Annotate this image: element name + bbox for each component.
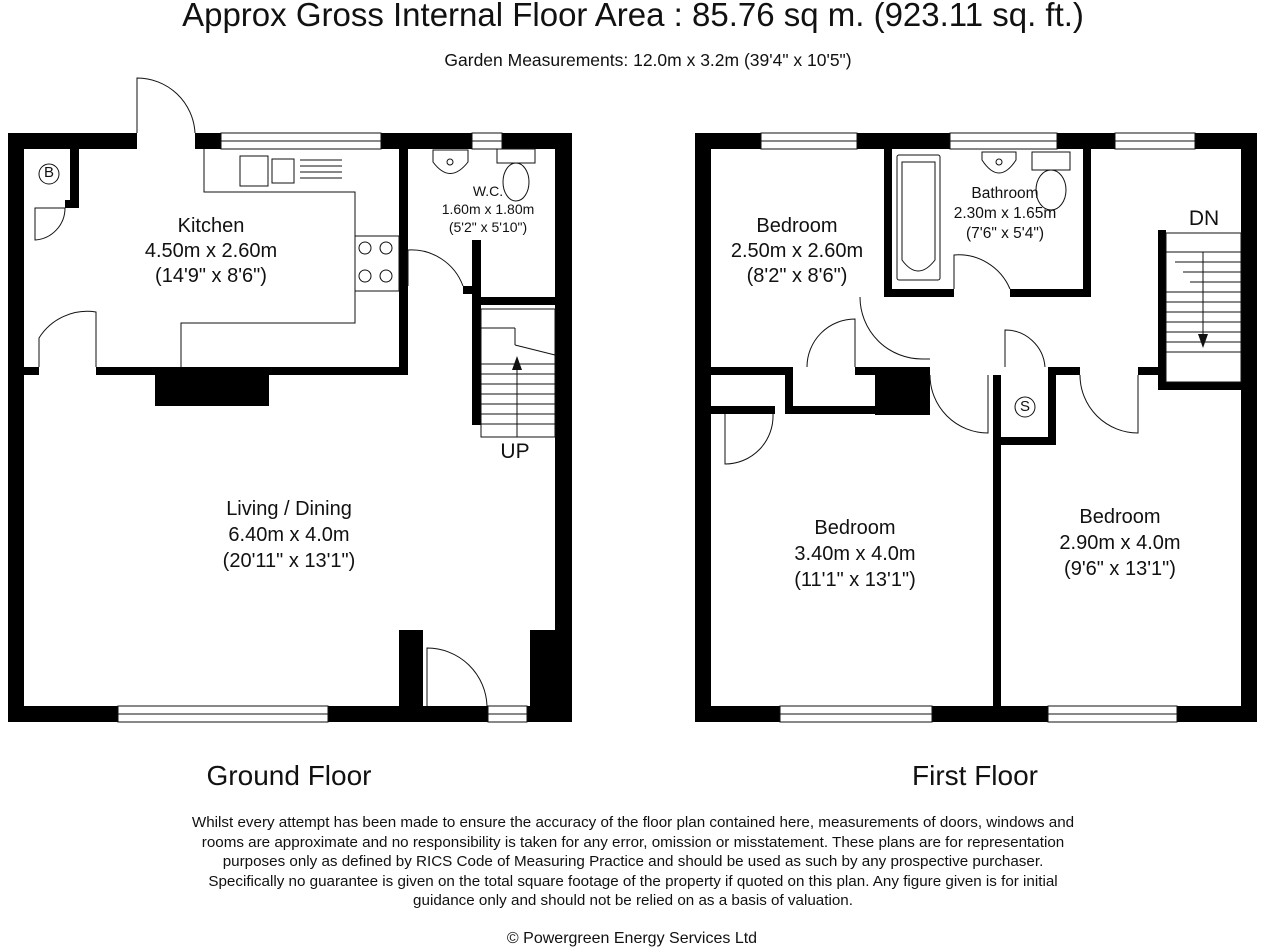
gf-wall-left: [8, 133, 24, 722]
gf-door-boiler: [35, 208, 65, 240]
ff-store-right: [1048, 367, 1056, 445]
ff-bath-wall-bottom-b: [1010, 289, 1091, 297]
ff-bath-wall-right: [1083, 149, 1091, 297]
gf-wall-bottom-a: [8, 706, 118, 722]
disclaimer-line: guidance only and should not be relied on as a basis of valuation.: [413, 892, 853, 909]
gf-wc-wall-b: [472, 297, 555, 305]
storage-label: S: [1019, 398, 1031, 415]
ff-wall-left: [695, 133, 711, 722]
ff-door-store: [1005, 330, 1045, 367]
gf-stairs: [481, 309, 555, 437]
ff-wall-bottom-a: [695, 706, 780, 722]
ff-stair-left: [1158, 230, 1166, 390]
ground-floor-label: Ground Floor: [206, 760, 372, 791]
gf-wall-top-b: [381, 133, 472, 149]
stairs-up-label: UP: [500, 440, 530, 463]
ff-basin: [982, 152, 1016, 173]
disclaimer-line: Whilst every attempt has been made to ensure the accuracy of the floor plan contained here, measurements of doors, windows and: [191, 814, 1075, 831]
gf-kitchen-wall-b: [96, 367, 408, 375]
gf-kitchen-wall-a: [24, 367, 39, 375]
room-living-metric: 6.40m x 4.0m: [228, 524, 350, 546]
disclaimer: [153, 813, 1113, 911]
ff-wall-mid-c: [785, 367, 793, 414]
room-bathroom-metric: 2.30m x 1.65m: [953, 205, 1057, 223]
room-bedroom-right: [1059, 504, 1180, 582]
ff-wall-bottom-c: [1177, 706, 1257, 722]
room-living-imperial: (20'11" x 13'1"): [222, 550, 356, 572]
gf-door-wc: [408, 250, 463, 286]
disclaimer-line: purposes only as defined by RICS Code of Measuring Practice and should be used as such by any prospective purchaser.: [222, 853, 1044, 870]
gf-door-front: [427, 648, 487, 706]
gf-chimney-breast: [155, 375, 269, 406]
ff-stairs-arrow: [1198, 334, 1208, 348]
ff-wall-right: [1241, 133, 1257, 722]
room-wc-name: W.C.: [472, 183, 504, 199]
ff-bedroom-divider: [993, 375, 1001, 722]
room-living-name: Living / Dining: [226, 498, 352, 520]
gf-wall-top-a: [195, 133, 221, 149]
ff-store-bottom: [1001, 437, 1056, 445]
room-bedroom-small-name: Bedroom: [756, 215, 838, 237]
gf-door-back: [137, 78, 195, 133]
ff-wall-bottom-b: [932, 706, 1048, 722]
gf-porch-left: [399, 630, 423, 706]
gf-wc-wall-a: [463, 286, 472, 294]
ff-door-bath: [954, 255, 1010, 289]
disclaimer-line: Specifically no guarantee is given on the total square footage of the property if quoted on this plan. Any figure given is for initial: [208, 872, 1058, 890]
room-living: [223, 496, 356, 574]
room-kitchen-metric: 4.50m x 2.60m: [144, 240, 278, 262]
gf-boiler-wall: [70, 149, 79, 207]
ff-stairs: [1166, 233, 1241, 382]
ff-wall-mid-b: [711, 406, 775, 414]
room-bedroom-mid-name: Bedroom: [814, 517, 896, 539]
gf-door-living: [39, 311, 96, 367]
ff-wc-cistern: [1032, 152, 1070, 170]
room-bathroom-name: Bathroom: [971, 185, 1039, 202]
room-wc: [442, 183, 535, 237]
room-bedroom-mid-imperial: (11'1" x 13'1"): [794, 569, 916, 591]
gf-wall-top-left: [8, 133, 137, 149]
ff-wall-mid-a: [711, 367, 791, 375]
page-title: Approx Gross Internal Floor Area : 85.76 sq m. (923.11 sq. ft.): [182, 0, 1084, 33]
gf-wc-basin: [433, 150, 468, 174]
gf-stairs-arrow: [512, 356, 522, 370]
garden-measurements: Garden Measurements: 12.0m x 3.2m (39'4" x 10'5"): [444, 50, 852, 70]
gf-boiler-wall-b: [65, 200, 79, 208]
ff-chimney: [875, 367, 930, 415]
room-bedroom-right-name: Bedroom: [1079, 506, 1161, 528]
stairs-down-label: DN: [1188, 207, 1220, 230]
disclaimer-line: rooms are approximate and no responsibility is taken for any error, omission or misstatement. These plans are for representation: [201, 833, 1065, 851]
boiler-label: B: [43, 164, 55, 181]
gf-hob: [355, 236, 399, 291]
room-bedroom-small: [731, 214, 863, 289]
gf-sink-b: [272, 159, 294, 183]
room-bathroom: [954, 184, 1057, 244]
gf-wall-bottom-b: [328, 706, 488, 722]
gf-porch-right: [530, 630, 555, 706]
ff-wall-top-c: [1057, 133, 1115, 149]
ff-door-cupboard: [725, 414, 773, 464]
ff-stair-bottom: [1158, 382, 1241, 390]
first-floor-label: First Floor: [912, 760, 1038, 791]
ff-door-landing-a: [860, 297, 930, 359]
gf-kitchen-wall-right: [399, 149, 408, 375]
room-kitchen: [145, 214, 277, 289]
gf-wall-right: [555, 133, 572, 722]
room-kitchen-imperial: (14'9" x 8'6"): [155, 265, 267, 287]
ff-door-small-bed: [807, 319, 855, 367]
room-bedroom-small-metric: 2.50m x 2.60m: [730, 240, 864, 262]
room-wc-metric: 1.60m x 1.80m: [441, 200, 535, 217]
ff-bath-wall-left: [884, 149, 892, 297]
gf-wall-bottom-c: [527, 706, 572, 722]
ff-door-bed-right: [1080, 375, 1138, 433]
ff-door-bed-mid: [930, 375, 988, 433]
room-kitchen-name: Kitchen: [177, 215, 245, 237]
ff-wall-mid-d: [793, 406, 875, 414]
room-bedroom-mid-metric: 3.40m x 4.0m: [794, 543, 916, 565]
room-bedroom-mid: [794, 515, 916, 593]
room-bedroom-right-imperial: (9'6" x 13'1"): [1064, 558, 1176, 580]
gf-sink-a: [240, 156, 268, 186]
ff-bath-wall-bottom-a: [884, 289, 954, 297]
room-bedroom-small-imperial: (8'2" x 8'6"): [746, 265, 848, 287]
ff-wall-mid-f: [1048, 367, 1080, 375]
room-wc-imperial: (5'2" x 5'10"): [448, 218, 528, 235]
ff-bath-inner: [902, 162, 935, 271]
ff-wall-top-b: [857, 133, 950, 149]
room-bathroom-imperial: (7'6" x 5'4"): [965, 225, 1045, 243]
ff-wall-mid-g: [1138, 367, 1158, 375]
gf-stair-wall: [472, 240, 481, 425]
copyright: © Powergreen Energy Services Ltd: [506, 930, 758, 947]
gf-wc-cistern: [497, 149, 535, 163]
room-bedroom-right-metric: 2.90m x 4.0m: [1059, 532, 1181, 554]
